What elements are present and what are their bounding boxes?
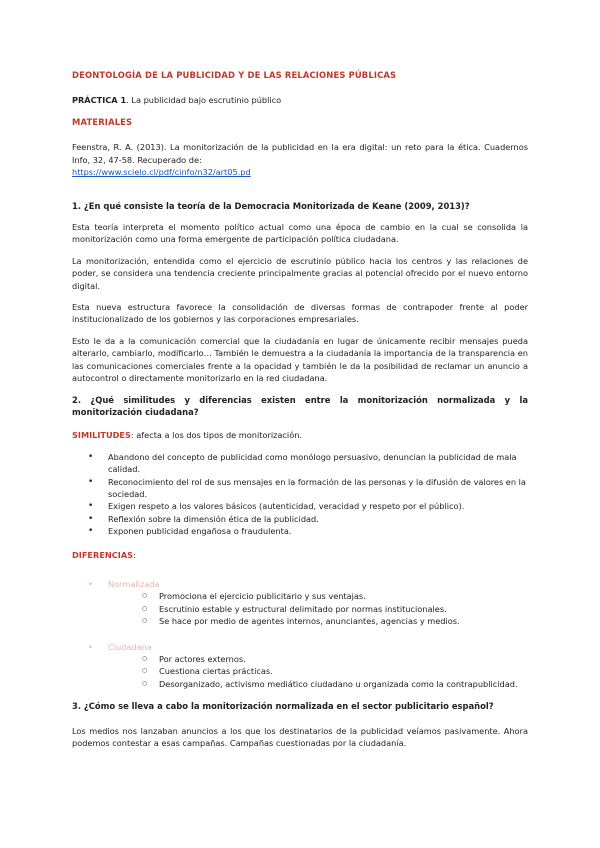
question-2: 2. ¿Qué similitudes y diferencias existen entre la monitorización normalizada y la monitorización ciudadana? [72, 394, 528, 417]
practica-text: . La publicidad bajo escrutinio público [126, 95, 282, 105]
practica-line [72, 94, 528, 106]
ciudadana-title: • Ciudadana [72, 641, 528, 653]
list-item: ○ Desorganizado, activismo mediático ciudadano u organizada como la contrapublicidad. [159, 678, 528, 690]
list-item: • Exigen respeto a los valores básicos (autenticidad, veracidad y respeto por el público). [108, 500, 528, 512]
materiales-heading: MATERIALES [72, 117, 133, 128]
diferencias-line [72, 549, 528, 561]
list-item: ○ Escrutinio estable y estructural delimitado por normas institucionales. [159, 603, 528, 615]
document-title: DEONTOLOGÍA DE LA PUBLICIDAD Y DE LAS RELACIONES PÚBLICAS [72, 70, 397, 80]
reference-text: Feenstra, R. A. (2013). La monitorización de la publicidad en la era digital: un reto para la ética. Cuadernos Info, 32, 47-58. Recuperado de: [72, 142, 528, 165]
diferencias-label: DIFERENCIAS [72, 549, 134, 560]
similitudes-list [72, 451, 528, 538]
diferencias-colon: : [133, 549, 136, 560]
list-item: ○ Promociona el ejercicio publicitario y sus ventajas. [159, 590, 528, 602]
list-item: • Exponen publicidad engañosa o fraudulenta. [108, 525, 528, 537]
list-item: • Abandono del concepto de publicidad como monólogo persuasivo, denuncian la publicidad de mala calidad. [108, 451, 528, 476]
q1-paragraph-4: Esto le da a la comunicación comercial que la ciudadanía en lugar de únicamente recibir mensajes pueda alterarlo, cambiarlo, modificarlo… También le demuestra a la ciudadanía la importancia de la transparencia en las comunicaciones comerciales frente a la opacidad y también le da la posibilidad de reclamar un anuncio a autocontrol o directamente monitorizarlo en la red ciudadana. [72, 335, 528, 384]
similitudes-line [72, 429, 528, 441]
q1-paragraph-1: Esta teoría interpreta el momento político actual como una época de cambio en la cual se consolida la monitorización como una forma emergente de participación política ciudadana. [72, 222, 528, 245]
similitudes-text: : afecta a los dos tipos de monitorización. [130, 430, 302, 441]
practica-label: PRÁCTICA 1 [72, 95, 127, 105]
list-item: • Reflexión sobre la dimensión ética de la publicidad. [108, 513, 528, 525]
q3-paragraph-1: Los medios nos lanzaban anuncios a los que los destinatarios de la publicidad veíamos pasivamente. Ahora podemos contestar a esas campañas. Campañas cuestionadas por la ciudadanía. [72, 725, 528, 749]
reference-link[interactable]: https://www.scielo.cl/pdf/cinfo/n32/art05.pd [72, 167, 251, 178]
normalizada-list [72, 590, 528, 627]
list-item: ○ Cuestiona ciertas prácticas. [159, 665, 528, 677]
q1-paragraph-2: La monitorización, entendida como el ejercicio de escrutinio público hacia los centros y las relaciones de poder, se considera una tendencia creciente principalmente gracias al potencial ofrecido por el nuevo entorno digital. [72, 255, 528, 291]
question-1: 1. ¿En qué consiste la teoría de la Democracia Monitorizada de Keane (2009, 2013)? [72, 200, 470, 211]
ciudadana-list [72, 653, 528, 690]
reference-link-line [72, 166, 528, 178]
list-item: ○ Por actores externos. [159, 653, 528, 665]
list-item: ○ Se hace por medio de agentes internos, anunciantes, agencias y medios. [159, 615, 528, 627]
normalizada-title: • Normalizada [72, 578, 528, 590]
question-3: 3. ¿Cómo se lleva a cabo la monitorización normalizada en el sector publicitario español? [72, 701, 494, 712]
list-item: • Reconocimiento del rol de sus mensajes en la formación de las personas y la difusión de valores en la sociedad. [108, 476, 528, 501]
q1-paragraph-3: Esta nueva estructura favorece la consolidación de diversas formas de contrapoder frente al poder institucionalizado de los gobiernos y las corporaciones empresariales. [72, 302, 528, 325]
similitudes-label: SIMILITUDES [72, 430, 131, 441]
